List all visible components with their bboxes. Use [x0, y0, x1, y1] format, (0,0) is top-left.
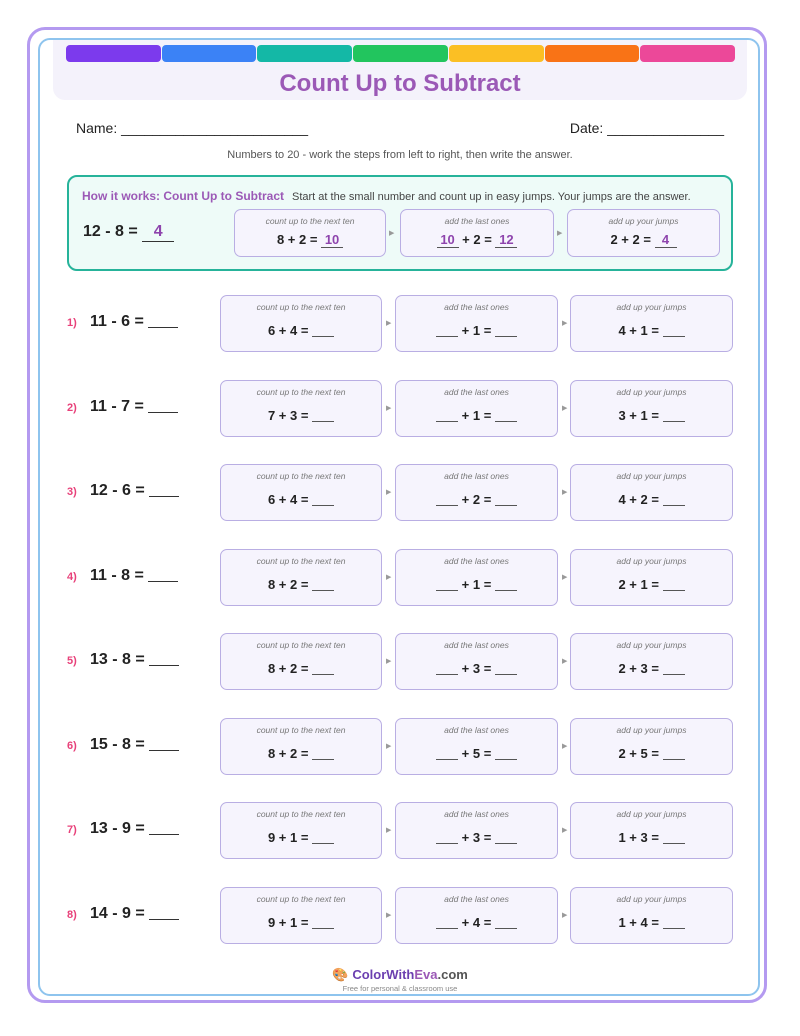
step-caption: count up to the next ten	[256, 386, 346, 397]
step-blank[interactable]	[663, 589, 685, 591]
step-blank[interactable]	[436, 758, 458, 760]
step-caption: add up your jumps	[608, 216, 679, 226]
step-equation	[221, 915, 381, 930]
step-left: 8 + 2 =	[267, 576, 309, 592]
example-description: Start at the small number and count up in easy jumps. Your jumps are the answer.	[292, 191, 691, 203]
name-field: Name: ________________________	[76, 120, 308, 136]
step-box-3	[570, 718, 733, 775]
brand-color: Color	[352, 967, 387, 982]
step-equation	[221, 408, 381, 423]
page-title: Count Up to Subtract	[279, 70, 521, 97]
problem-expression: 11 - 7 =	[90, 397, 144, 415]
example-step-1	[234, 209, 386, 257]
step-equation	[221, 323, 381, 338]
step-blank[interactable]	[663, 758, 685, 760]
step-box-2	[395, 380, 558, 437]
step-left: 8 + 2 =	[267, 745, 309, 761]
step-box-2	[395, 887, 558, 944]
step-equation	[221, 746, 381, 761]
step-caption: count up to the next ten	[256, 640, 346, 650]
step-caption: add the last ones	[444, 893, 509, 904]
step-equation	[235, 232, 385, 248]
step-equation	[396, 577, 557, 592]
step-blank[interactable]	[663, 842, 685, 844]
brand-with: With	[386, 967, 415, 982]
footer	[0, 967, 800, 993]
step-blank[interactable]	[495, 758, 517, 760]
step-caption: add the last ones	[444, 302, 509, 312]
color-stripe	[353, 45, 448, 62]
arrow-icon: ▶	[386, 320, 392, 327]
arrow-icon: ▶	[386, 911, 392, 919]
step-blank[interactable]	[312, 335, 334, 337]
step-equation	[396, 408, 557, 423]
step-blank[interactable]	[495, 335, 517, 337]
step-left: 2 + 3 =	[618, 661, 659, 676]
step-blank[interactable]	[495, 842, 517, 844]
step-left: + 2 =	[461, 492, 492, 507]
step-left: 2 + 2 =	[610, 232, 651, 247]
step-box-3	[570, 295, 733, 352]
arrow-icon: ▶	[386, 658, 392, 665]
step-left: 7 + 3 =	[267, 407, 309, 423]
step-left: + 3 =	[461, 830, 492, 845]
step-caption: add the last ones	[444, 471, 509, 481]
step-box-2	[395, 633, 558, 690]
step-equation	[396, 746, 557, 761]
step-left: + 2 =	[462, 232, 492, 247]
problem-text	[90, 820, 179, 838]
problem-text	[90, 905, 179, 923]
example-step-3	[567, 209, 720, 257]
example-heading-row	[82, 189, 691, 203]
problem-expression: 11 - 6 =	[90, 313, 144, 330]
step-box-2	[395, 464, 558, 521]
answer-blank[interactable]	[149, 495, 179, 497]
step-left: + 5 =	[461, 745, 492, 761]
step-caption: count up to the next ten	[256, 724, 346, 735]
color-stripe	[257, 45, 352, 62]
problem-expression: 11 - 8 =	[90, 566, 144, 584]
step-box-2	[395, 549, 558, 606]
problem-text	[90, 651, 179, 669]
step-caption: add the last ones	[444, 724, 509, 735]
step-blank[interactable]	[436, 927, 458, 929]
example-answer: 4	[142, 223, 174, 242]
step-left: 4 + 1 =	[618, 323, 659, 338]
footer-tagline: Free for personal & classroom use	[342, 984, 458, 993]
step-equation	[571, 830, 732, 845]
brand-com: .com	[437, 967, 468, 982]
step-caption: add up your jumps	[616, 471, 687, 481]
step-blank[interactable]	[436, 335, 458, 337]
step-box-3	[570, 464, 733, 521]
step-blank[interactable]	[312, 758, 334, 760]
step-value: 4	[655, 232, 677, 248]
problem-number: 4)	[67, 570, 77, 583]
step-value: 10	[321, 232, 343, 248]
problem-text	[90, 736, 179, 754]
step-caption: add the last ones	[444, 809, 509, 819]
problem-number: 1)	[67, 317, 77, 329]
problem-number: 6)	[67, 739, 77, 752]
step-equation	[571, 746, 732, 761]
step-caption: add up your jumps	[616, 302, 687, 312]
step-left: + 1 =	[461, 407, 492, 423]
step-equation	[571, 492, 732, 507]
arrow-icon: ▶	[562, 320, 568, 327]
step-equation	[571, 577, 732, 592]
problem-text	[90, 398, 178, 416]
step-box-1	[220, 718, 382, 775]
step-equation	[568, 232, 719, 248]
step-left: 2 + 5 =	[618, 745, 659, 761]
answer-blank[interactable]	[149, 833, 179, 835]
arrow-icon: ▶	[562, 489, 568, 496]
step-equation	[221, 577, 381, 592]
step-value: 12	[495, 232, 517, 248]
step-equation	[396, 323, 557, 338]
step-box-2	[395, 718, 558, 775]
problem-expression: 12 - 6 =	[90, 482, 145, 499]
step-caption: count up to the next ten	[256, 302, 346, 312]
step-equation	[396, 661, 557, 676]
step-box-1	[220, 802, 382, 859]
step-caption: add the last ones	[444, 386, 509, 397]
step-blank[interactable]	[663, 927, 685, 929]
arrow-icon: ▶	[562, 827, 568, 834]
color-stripe	[449, 45, 544, 62]
answer-blank[interactable]	[148, 580, 178, 582]
step-box-3	[570, 633, 733, 690]
step-caption: add up your jumps	[616, 809, 687, 819]
step-box-1	[220, 887, 382, 944]
step-equation	[396, 915, 557, 930]
step-left: 3 + 1 =	[618, 407, 659, 423]
step-blank[interactable]	[495, 504, 517, 506]
step-equation	[396, 492, 557, 507]
example-step-2	[400, 209, 554, 257]
color-stripe	[545, 45, 640, 62]
step-blank[interactable]	[436, 589, 458, 591]
step-box-1	[220, 380, 382, 437]
arrow-icon: ▶	[386, 573, 392, 581]
arrow-icon: ▶	[562, 911, 568, 919]
step-caption: count up to the next ten	[265, 216, 355, 226]
step-equation	[221, 830, 381, 845]
problem-number: 2)	[67, 401, 77, 414]
step-blank[interactable]	[436, 673, 458, 675]
step-blank[interactable]	[663, 504, 685, 506]
step-prefix: 10	[437, 232, 459, 248]
step-caption: add the last ones	[444, 555, 509, 566]
step-box-1	[220, 295, 382, 352]
color-stripe	[66, 45, 161, 62]
color-stripes	[66, 45, 736, 62]
step-blank[interactable]	[663, 335, 685, 337]
step-box-1	[220, 633, 382, 690]
problem-text	[90, 482, 179, 500]
step-blank[interactable]	[663, 420, 685, 422]
step-caption: count up to the next ten	[256, 555, 346, 566]
step-box-3	[570, 802, 733, 859]
step-blank[interactable]	[495, 420, 517, 422]
step-blank[interactable]	[436, 504, 458, 506]
step-box-1	[220, 549, 382, 606]
step-left: 1 + 4 =	[618, 914, 659, 930]
step-blank[interactable]	[312, 673, 334, 675]
step-equation	[401, 232, 553, 248]
step-blank[interactable]	[495, 673, 517, 675]
step-left: 6 + 4 =	[267, 323, 309, 338]
step-blank[interactable]	[663, 673, 685, 675]
instructions: Numbers to 20 - work the steps from left to right, then write the answer.	[227, 149, 573, 161]
step-caption: count up to the next ten	[256, 809, 346, 819]
step-left: 2 + 1 =	[618, 576, 659, 592]
answer-blank[interactable]	[149, 664, 179, 666]
step-blank[interactable]	[312, 927, 334, 929]
step-caption: count up to the next ten	[256, 471, 346, 481]
step-caption: add up your jumps	[616, 555, 687, 566]
step-box-3	[570, 549, 733, 606]
arrow-icon: ▶	[562, 573, 568, 581]
step-left: 8 + 2 =	[267, 661, 309, 676]
example-heading: How it works: Count Up to Subtract	[82, 189, 284, 203]
step-caption: count up to the next ten	[256, 893, 346, 904]
step-equation	[571, 915, 732, 930]
step-left: 6 + 4 =	[267, 492, 309, 507]
arrow-icon: ▶	[557, 230, 563, 237]
step-left: + 3 =	[461, 661, 492, 676]
color-stripe	[162, 45, 257, 62]
step-left: + 1 =	[461, 576, 492, 592]
step-equation	[571, 323, 732, 338]
arrow-icon: ▶	[562, 658, 568, 665]
step-box-3	[570, 380, 733, 437]
problem-text	[90, 567, 178, 585]
step-blank[interactable]	[312, 842, 334, 844]
step-box-3	[570, 887, 733, 944]
step-left: + 1 =	[461, 323, 492, 338]
color-stripe	[640, 45, 735, 62]
arrow-icon: ▶	[562, 404, 568, 412]
arrow-icon: ▶	[386, 742, 392, 750]
step-left: 1 + 3 =	[618, 830, 659, 845]
step-left: 4 + 2 =	[618, 492, 659, 507]
answer-blank[interactable]	[148, 326, 178, 328]
problem-expression: 14 - 9 =	[90, 904, 145, 922]
problem-number: 8)	[67, 908, 77, 921]
arrow-icon: ▶	[386, 404, 392, 412]
step-caption: add up your jumps	[616, 724, 687, 735]
brand-logo	[0, 967, 800, 983]
step-equation	[221, 661, 381, 676]
brand-eva: Eva	[414, 967, 438, 982]
example-problem	[83, 223, 174, 242]
example-panel	[67, 175, 733, 271]
step-left: 9 + 1 =	[267, 830, 309, 845]
step-caption: add up your jumps	[616, 893, 687, 904]
step-left: 9 + 1 =	[267, 914, 309, 930]
example-problem-text: 12 - 8 =	[83, 223, 138, 240]
arrow-icon: ▶	[386, 827, 392, 834]
step-blank[interactable]	[495, 927, 517, 929]
step-blank[interactable]	[312, 589, 334, 591]
step-equation	[396, 830, 557, 845]
answer-blank[interactable]	[149, 918, 179, 920]
answer-blank[interactable]	[148, 411, 178, 413]
problem-expression: 15 - 8 =	[90, 735, 145, 753]
step-blank[interactable]	[495, 589, 517, 591]
step-blank[interactable]	[436, 420, 458, 422]
arrow-icon: ▶	[386, 489, 392, 496]
step-left: + 4 =	[461, 914, 492, 930]
step-caption: add up your jumps	[616, 640, 687, 650]
palette-icon: 🎨	[332, 967, 349, 982]
problem-expression: 13 - 8 =	[90, 651, 145, 668]
step-box-2	[395, 802, 558, 859]
date-field: Date: _______________	[569, 120, 724, 136]
step-blank[interactable]	[312, 420, 334, 422]
step-equation	[221, 492, 381, 507]
answer-blank[interactable]	[149, 749, 179, 751]
step-caption: add up your jumps	[616, 386, 687, 397]
problem-number: 5)	[67, 655, 77, 667]
problem-number: 3)	[67, 486, 77, 498]
step-box-2	[395, 295, 558, 352]
step-caption: add the last ones	[444, 216, 510, 226]
arrow-icon: ▶	[562, 742, 568, 750]
step-equation	[571, 408, 732, 423]
step-caption: add the last ones	[444, 640, 509, 650]
step-blank[interactable]	[436, 842, 458, 844]
step-left: 8 + 2 =	[276, 232, 318, 247]
arrow-icon: ▶	[389, 230, 395, 237]
step-equation	[571, 661, 732, 676]
problem-text	[90, 313, 178, 331]
problem-expression: 13 - 9 =	[90, 820, 145, 837]
step-box-1	[220, 464, 382, 521]
step-blank[interactable]	[312, 504, 334, 506]
problem-number: 7)	[67, 824, 77, 836]
